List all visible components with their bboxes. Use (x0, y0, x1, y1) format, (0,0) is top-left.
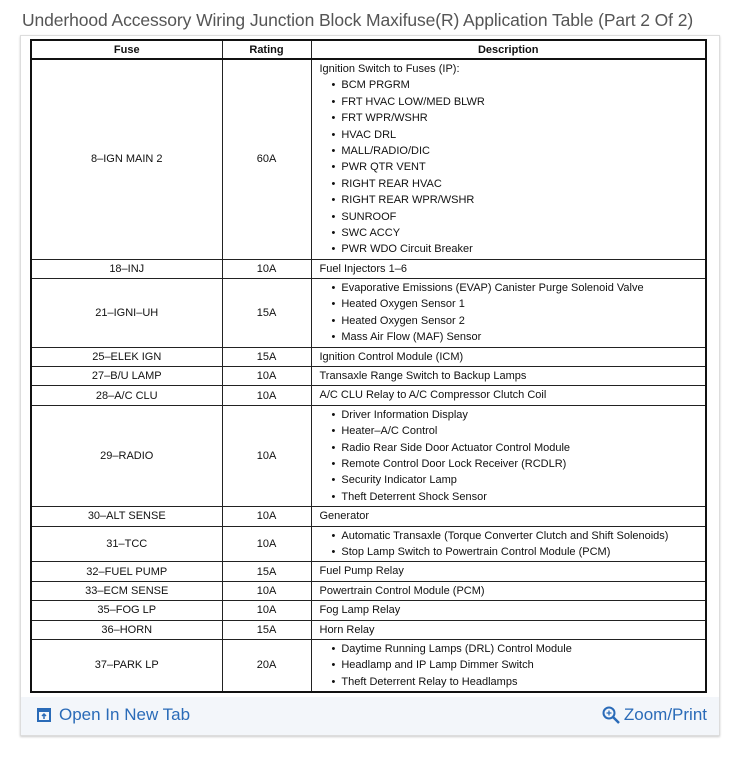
description-bullet: • Security Indicator Lamp (320, 472, 698, 488)
description-bullet: • PWR QTR VENT (320, 159, 698, 175)
table-row (31, 405, 706, 506)
header-fuse: Fuse (31, 40, 222, 59)
fuse-cell: 29–RADIO (31, 405, 222, 506)
rating-cell: 10A (222, 601, 311, 620)
table-container (21, 36, 719, 697)
description-bullet: • MALL/RADIO/DIC (320, 143, 698, 159)
description-bullet: • RIGHT REAR HVAC (320, 176, 698, 192)
description-bullet: • Heater–A/C Control (320, 423, 698, 439)
description-cell (311, 601, 706, 620)
table-row (31, 59, 706, 259)
viewer-footer (21, 697, 719, 735)
fuse-cell: 25–ELEK IGN (31, 347, 222, 366)
zoom-print-link[interactable] (602, 705, 707, 725)
description-cell (311, 386, 706, 405)
description-text: A/C CLU Relay to A/C Compressor Clutch Coil (319, 389, 547, 402)
description-text: Ignition Control Module (ICM) (319, 350, 464, 363)
description-bullet: • Automatic Transaxle (Torque Converter Clutch and Shift Solenoids) (320, 528, 698, 544)
description-bullet: • HVAC DRL (320, 127, 698, 143)
fuse-cell: 28–A/C CLU (31, 386, 222, 405)
description-bullet: • Evaporative Emissions (EVAP) Canister Purge Solenoid Valve (320, 280, 698, 296)
description-bullet: • Daytime Running Lamps (DRL) Control Module (320, 641, 698, 657)
description-bullet: • BCM PRGRM (320, 77, 698, 93)
description-bullet: • Radio Rear Side Door Actuator Control Module (320, 440, 698, 456)
description-cell (311, 59, 706, 259)
fuse-cell: 35–FOG LP (31, 601, 222, 620)
rating-cell: 10A (222, 581, 311, 600)
fuse-cell: 27–B/U LAMP (31, 367, 222, 386)
description-bullet: • FRT HVAC LOW/MED BLWR (320, 94, 698, 110)
description-bullet: • Driver Information Display (320, 407, 698, 423)
rating-cell: 60A (222, 59, 311, 259)
fuse-cell: 32–FUEL PUMP (31, 562, 222, 581)
zoom-in-icon (602, 706, 620, 724)
description-bullet: • PWR WDO Circuit Breaker (320, 241, 698, 257)
description-cell (311, 526, 706, 562)
table-row (31, 386, 706, 405)
description-text: Transaxle Range Switch to Backup Lamps (319, 370, 527, 383)
description-cell (311, 620, 706, 639)
description-text: Ignition Switch to Fuses (IP): (319, 63, 460, 75)
description-cell (311, 259, 706, 278)
table-row (31, 562, 706, 581)
fuse-table (30, 39, 707, 693)
table-viewer (20, 35, 720, 736)
rating-cell: 10A (222, 367, 311, 386)
fuse-cell: 33–ECM SENSE (31, 581, 222, 600)
rating-cell: 10A (222, 259, 311, 278)
rating-cell: 10A (222, 507, 311, 526)
description-bullet: • FRT WPR/WSHR (320, 110, 698, 126)
page-title: Underhood Accessory Wiring Junction Block Maxifuse(R) Application Table (Part 2 Of 2) (22, 10, 694, 30)
zoom-print-label: Zoom/Print (623, 705, 707, 725)
description-cell (311, 367, 706, 386)
description-cell (311, 405, 706, 506)
rating-cell: 20A (222, 639, 311, 692)
fuse-cell: 31–TCC (31, 526, 222, 562)
description-text: Fuel Pump Relay (319, 565, 404, 578)
table-row (31, 367, 706, 386)
description-cell (311, 507, 706, 526)
description-cell (311, 639, 706, 692)
rating-cell: 15A (222, 279, 311, 348)
open-new-tab-icon (37, 708, 51, 722)
open-in-new-tab-link[interactable] (37, 705, 190, 725)
table-row (31, 581, 706, 600)
description-text: Fog Lamp Relay (319, 604, 401, 617)
table-row (31, 279, 706, 348)
description-cell (311, 581, 706, 600)
description-bullet: • Stop Lamp Switch to Powertrain Control Module (PCM) (320, 544, 698, 560)
table-row (31, 507, 706, 526)
fuse-cell: 36–HORN (31, 620, 222, 639)
description-bullet: • Headlamp and IP Lamp Dimmer Switch (320, 657, 698, 673)
description-bullet: • Remote Control Door Lock Receiver (RCDLR) (320, 456, 698, 472)
description-bullet: • SUNROOF (320, 209, 698, 225)
description-bullet: • Heated Oxygen Sensor 1 (320, 296, 698, 312)
table-row (31, 639, 706, 692)
table-row (31, 259, 706, 278)
fuse-cell: 8–IGN MAIN 2 (31, 59, 222, 259)
table-row (31, 601, 706, 620)
description-bullet: • Theft Deterrent Shock Sensor (320, 489, 698, 505)
open-in-new-tab-label: Open In New Tab (59, 705, 191, 725)
description-bullet: • Heated Oxygen Sensor 2 (320, 313, 698, 329)
fuse-cell: 30–ALT SENSE (31, 507, 222, 526)
description-bullet: • Mass Air Flow (MAF) Sensor (320, 329, 698, 345)
table-row (31, 620, 706, 639)
rating-cell: 10A (222, 386, 311, 405)
description-cell (311, 562, 706, 581)
fuse-cell: 37–PARK LP (31, 639, 222, 692)
fuse-cell: 21–IGNI–UH (31, 279, 222, 348)
header-description: Description (311, 40, 706, 59)
description-text: Horn Relay (319, 623, 375, 636)
header-rating: Rating (222, 40, 311, 59)
description-bullet: • SWC ACCY (320, 225, 698, 241)
fuse-cell: 18–INJ (31, 259, 222, 278)
description-text: Generator (319, 510, 370, 523)
table-row (31, 526, 706, 562)
description-bullet: • Theft Deterrent Relay to Headlamps (320, 674, 698, 690)
rating-cell: 15A (222, 620, 311, 639)
description-cell (311, 279, 706, 348)
description-cell (311, 347, 706, 366)
description-text: Fuel Injectors 1–6 (319, 262, 407, 275)
rating-cell: 15A (222, 347, 311, 366)
description-bullet: • RIGHT REAR WPR/WSHR (320, 192, 698, 208)
description-text: Powertrain Control Module (PCM) (319, 584, 485, 597)
rating-cell: 15A (222, 562, 311, 581)
rating-cell: 10A (222, 526, 311, 562)
table-row (31, 347, 706, 366)
rating-cell: 10A (222, 405, 311, 506)
